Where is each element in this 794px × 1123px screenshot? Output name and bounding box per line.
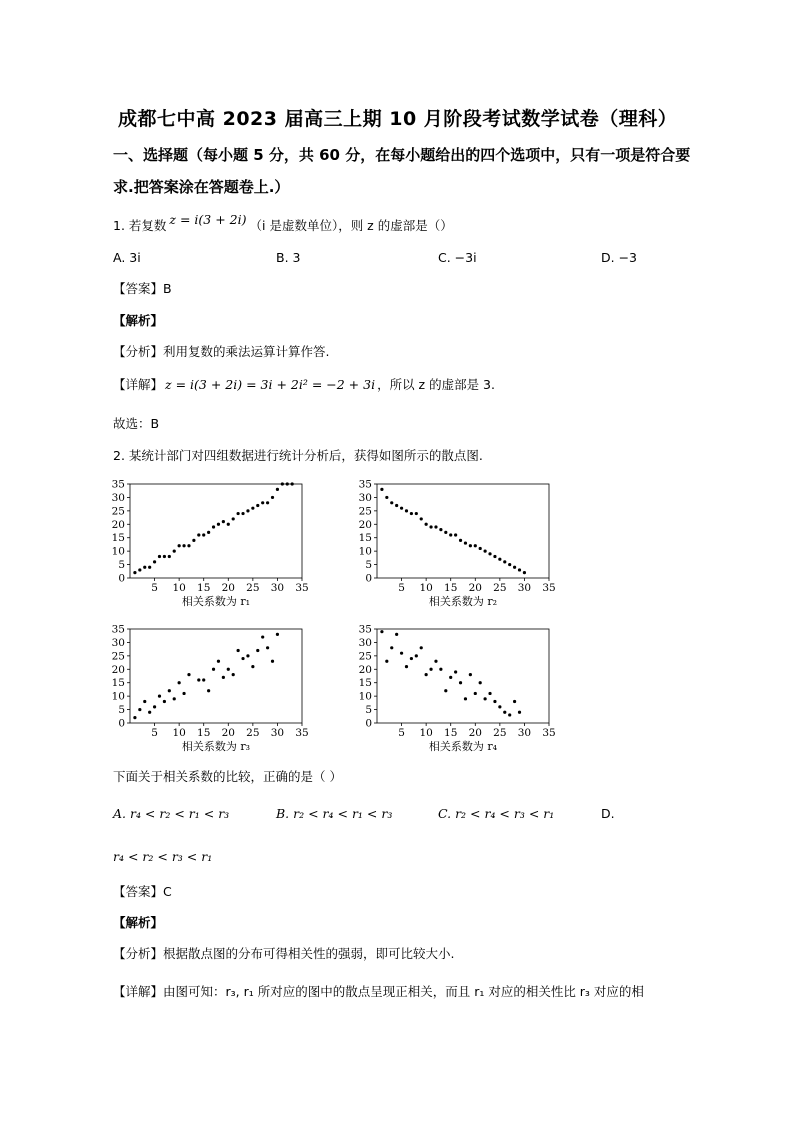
y-tick-label: 30: [111, 491, 125, 504]
x-tick-label: 10: [419, 727, 433, 739]
data-point: [246, 654, 249, 657]
x-tick-label: 5: [151, 582, 158, 594]
data-point: [251, 507, 254, 510]
q1-option-b: B. 3: [276, 250, 301, 265]
y-tick-label: 20: [111, 518, 125, 531]
data-point: [276, 488, 279, 491]
q2-option-c: C. r₂ < r₄ < r₃ < r₁: [438, 806, 555, 821]
data-point: [410, 657, 413, 660]
x-tick-label: 5: [398, 727, 405, 739]
x-tick-label: 25: [246, 582, 260, 594]
plot-frame: [377, 629, 549, 723]
data-point: [405, 665, 408, 668]
data-point: [385, 660, 388, 663]
data-point: [420, 517, 423, 520]
data-point: [513, 700, 516, 703]
data-point: [202, 533, 205, 536]
data-point: [232, 673, 235, 676]
q1-fenxi: 【分析】利用复数的乘法运算计算作答.: [113, 344, 330, 359]
data-point: [469, 544, 472, 547]
section-heading-line1: 一、选择题（每小题 5 分，共 60 分，在每小题给出的四个选项中，只有一项是符合要: [113, 146, 691, 164]
q1-stem-post: （i 是虚数单位），则 z 的虚部是（）: [249, 218, 453, 233]
data-point: [271, 660, 274, 663]
data-point: [158, 695, 161, 698]
y-tick-label: 5: [365, 704, 372, 717]
data-point: [380, 488, 383, 491]
y-tick-label: 0: [118, 717, 125, 730]
data-point: [464, 697, 467, 700]
page-title: 成都七中高 2023 届高三上期 10 月阶段考试数学试卷（理科）: [118, 108, 678, 130]
y-tick-label: 35: [111, 478, 125, 491]
data-point: [222, 676, 225, 679]
data-point: [266, 501, 269, 504]
data-point: [425, 673, 428, 676]
x-tick-label: 5: [151, 727, 158, 739]
q2-option-d-cont: r₄ < r₂ < r₃ < r₁: [113, 849, 213, 864]
q2-option-a: A. r₄ < r₂ < r₁ < r₃: [113, 806, 230, 821]
x-tick-label: 25: [493, 582, 507, 594]
data-point: [148, 566, 151, 569]
x-tick-label: 15: [444, 727, 458, 739]
plot-frame: [130, 629, 302, 723]
data-point: [454, 670, 457, 673]
data-point: [439, 668, 442, 671]
q1-jiexi: 【解析】: [113, 313, 164, 328]
data-point: [138, 708, 141, 711]
x-tick-label: 25: [493, 727, 507, 739]
data-point: [474, 544, 477, 547]
data-point: [276, 633, 279, 636]
data-point: [202, 678, 205, 681]
data-point: [434, 660, 437, 663]
x-tick-label: 30: [517, 727, 532, 739]
data-point: [503, 560, 506, 563]
y-tick-label: 20: [111, 663, 125, 676]
y-tick-label: 25: [358, 650, 372, 663]
x-tick-label: 25: [246, 727, 260, 739]
data-point: [261, 635, 264, 638]
data-point: [493, 700, 496, 703]
x-axis-label: 相关系数为 r₃: [181, 740, 251, 753]
data-point: [286, 482, 289, 485]
x-tick-label: 20: [221, 582, 235, 594]
data-point: [420, 646, 423, 649]
data-point: [153, 560, 156, 563]
data-point: [464, 541, 467, 544]
y-tick-label: 10: [358, 690, 372, 703]
data-point: [143, 700, 146, 703]
data-point: [217, 523, 220, 526]
data-point: [133, 716, 136, 719]
data-point: [187, 673, 190, 676]
data-point: [168, 689, 171, 692]
data-point: [173, 550, 176, 553]
data-point: [227, 523, 230, 526]
section-heading-line2: 求.把答案涂在答题卷上.）: [113, 178, 290, 196]
x-tick-label: 35: [295, 582, 309, 594]
y-tick-label: 20: [358, 663, 372, 676]
data-point: [429, 668, 432, 671]
data-point: [479, 681, 482, 684]
x-tick-label: 35: [295, 727, 309, 739]
data-point: [474, 692, 477, 695]
y-tick-label: 0: [365, 717, 372, 730]
q1-formula: z = i(3 + 2i): [169, 212, 247, 227]
y-tick-label: 30: [358, 491, 372, 504]
data-point: [429, 525, 432, 528]
y-tick-label: 20: [358, 518, 372, 531]
plot-frame: [130, 484, 302, 578]
data-point: [133, 571, 136, 574]
data-point: [484, 550, 487, 553]
data-point: [232, 517, 235, 520]
x-tick-label: 15: [197, 727, 211, 739]
x-tick-label: 30: [270, 727, 285, 739]
data-point: [182, 692, 185, 695]
data-point: [256, 504, 259, 507]
y-tick-label: 30: [358, 636, 372, 649]
q1-option-d: D. −3: [601, 250, 637, 265]
data-point: [449, 533, 452, 536]
data-point: [415, 654, 418, 657]
data-point: [488, 552, 491, 555]
data-point: [390, 646, 393, 649]
data-point: [508, 713, 511, 716]
data-point: [178, 544, 181, 547]
data-point: [222, 520, 225, 523]
data-point: [192, 539, 195, 542]
data-point: [246, 509, 249, 512]
data-point: [178, 681, 181, 684]
data-point: [444, 689, 447, 692]
y-tick-label: 5: [365, 559, 372, 572]
data-point: [400, 507, 403, 510]
q1-detail: [113, 377, 495, 393]
data-point: [212, 525, 215, 528]
data-point: [158, 555, 161, 558]
q1-detail-formula: z = i(3 + 2i) = 3i + 2i² = −2 + 3i: [165, 377, 376, 392]
data-point: [148, 711, 151, 714]
x-tick-label: 30: [270, 582, 285, 594]
y-tick-label: 10: [111, 545, 125, 558]
q2-stem: 2. 某统计部门对四组数据进行统计分析后，获得如图所示的散点图.: [113, 448, 483, 463]
y-tick-label: 25: [111, 650, 125, 663]
data-point: [261, 501, 264, 504]
data-point: [271, 496, 274, 499]
data-point: [281, 482, 284, 485]
data-point: [173, 697, 176, 700]
data-point: [143, 566, 146, 569]
x-axis-label: 相关系数为 r₁: [181, 595, 251, 608]
x-axis-label: 相关系数为 r₄: [428, 740, 498, 753]
scatter-plot-r2: [355, 478, 565, 608]
q1-option-c: C. −3i: [438, 250, 477, 265]
y-tick-label: 5: [118, 559, 125, 572]
data-point: [508, 563, 511, 566]
q2-jiexi: 【解析】: [113, 915, 164, 930]
data-point: [479, 547, 482, 550]
data-point: [503, 711, 506, 714]
q2-answer: 【答案】C: [113, 884, 172, 899]
y-tick-label: 15: [358, 677, 372, 690]
x-tick-label: 20: [221, 727, 235, 739]
data-point: [518, 568, 521, 571]
data-point: [197, 678, 200, 681]
data-point: [498, 705, 501, 708]
data-point: [410, 512, 413, 515]
y-tick-label: 35: [358, 478, 372, 491]
data-point: [266, 646, 269, 649]
y-tick-label: 35: [358, 623, 372, 636]
y-tick-label: 30: [111, 636, 125, 649]
data-point: [513, 566, 516, 569]
y-tick-label: 5: [118, 704, 125, 717]
data-point: [454, 533, 457, 536]
x-tick-label: 10: [172, 727, 186, 739]
x-tick-label: 10: [172, 582, 186, 594]
data-point: [493, 555, 496, 558]
y-tick-label: 10: [358, 545, 372, 558]
q2-option-b: B. r₂ < r₄ < r₁ < r₃: [276, 806, 393, 821]
data-point: [153, 705, 156, 708]
data-point: [168, 555, 171, 558]
y-tick-label: 15: [358, 532, 372, 545]
data-point: [395, 633, 398, 636]
y-tick-label: 10: [111, 690, 125, 703]
x-axis-label: 相关系数为 r₂: [428, 595, 498, 608]
data-point: [390, 501, 393, 504]
data-point: [459, 539, 462, 542]
data-point: [182, 544, 185, 547]
data-point: [484, 697, 487, 700]
data-point: [449, 676, 452, 679]
data-point: [241, 512, 244, 515]
q1-stem-pre: 1. 若复数: [113, 218, 167, 233]
x-tick-label: 35: [542, 582, 556, 594]
q2-option-d: D.: [601, 806, 615, 821]
data-point: [459, 681, 462, 684]
q1-option-a: A. 3i: [113, 250, 141, 265]
y-tick-label: 25: [358, 505, 372, 518]
x-tick-label: 10: [419, 582, 433, 594]
data-point: [163, 700, 166, 703]
y-tick-label: 0: [118, 572, 125, 585]
q1-stem: [113, 212, 453, 234]
data-point: [237, 649, 240, 652]
y-tick-label: 15: [111, 532, 125, 545]
data-point: [207, 531, 210, 534]
data-point: [405, 509, 408, 512]
data-point: [212, 668, 215, 671]
scatter-plot-r1: [108, 478, 318, 608]
x-tick-label: 20: [468, 582, 482, 594]
y-tick-label: 0: [365, 572, 372, 585]
data-point: [444, 531, 447, 534]
q2-detail: 【详解】由图可知：r₃, r₁ 所对应的图中的散点呈现正相关，而且 r₁ 对应的相关性比 r₃ 对应的相: [113, 984, 644, 999]
q2-question: 下面关于相关系数的比较，正确的是（ ）: [113, 769, 342, 784]
data-point: [439, 528, 442, 531]
data-point: [488, 692, 491, 695]
x-tick-label: 20: [468, 727, 482, 739]
data-point: [400, 652, 403, 655]
data-point: [434, 525, 437, 528]
scatter-plot-r4: [355, 623, 565, 753]
data-point: [227, 668, 230, 671]
data-point: [415, 512, 418, 515]
x-tick-label: 15: [197, 582, 211, 594]
data-point: [469, 673, 472, 676]
q1-detail-post: ，所以 z 的虚部是 3.: [377, 377, 495, 392]
x-tick-label: 35: [542, 727, 556, 739]
x-tick-label: 5: [398, 582, 405, 594]
data-point: [163, 555, 166, 558]
data-point: [518, 711, 521, 714]
q2-fenxi: 【分析】根据散点图的分布可得相关性的强弱，即可比较大小.: [113, 946, 455, 961]
q1-conclusion: 故选：B: [113, 416, 160, 431]
data-point: [251, 665, 254, 668]
data-point: [237, 512, 240, 515]
data-point: [291, 482, 294, 485]
x-tick-label: 15: [444, 582, 458, 594]
data-point: [256, 649, 259, 652]
data-point: [197, 533, 200, 536]
data-point: [380, 630, 383, 633]
data-point: [207, 689, 210, 692]
data-point: [217, 660, 220, 663]
data-point: [523, 571, 526, 574]
data-point: [385, 496, 388, 499]
q1-answer: 【答案】B: [113, 281, 172, 296]
y-tick-label: 35: [111, 623, 125, 636]
data-point: [395, 504, 398, 507]
y-tick-label: 15: [111, 677, 125, 690]
x-tick-label: 30: [517, 582, 532, 594]
plot-frame: [377, 484, 549, 578]
data-point: [425, 523, 428, 526]
q1-detail-tag: 【详解】: [113, 377, 164, 392]
scatter-plot-r3: [108, 623, 318, 753]
data-point: [138, 568, 141, 571]
data-point: [241, 657, 244, 660]
y-tick-label: 25: [111, 505, 125, 518]
data-point: [498, 558, 501, 561]
data-point: [187, 544, 190, 547]
